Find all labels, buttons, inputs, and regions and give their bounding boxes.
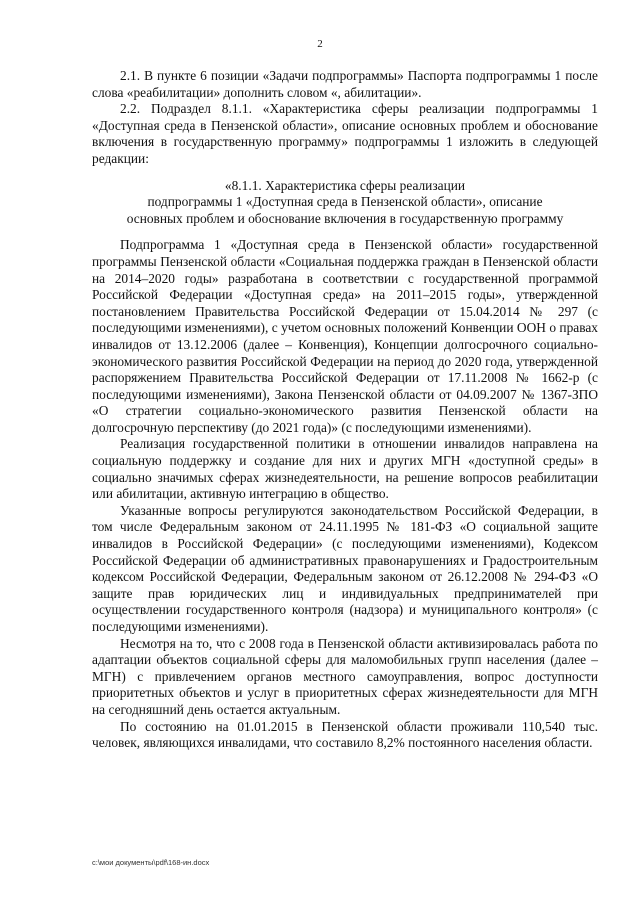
section-heading-line-1: «8.1.1. Характеристика сферы реализации xyxy=(224,177,466,193)
paragraph-accessibility-issue: Несмотря на то, что с 2008 года в Пензенской области активизировалась работа по адаптации объектов социальной сферы для маломобильных групп населения (далее – МГН) с привлечением органов местного самоуправления, вопрос доступности приоритетных объектов и услуг в приоритетных сферах жизнедеятельности для МГН на сегодняшний день остается актуальным. xyxy=(92,635,598,717)
paragraph-legislation: Указанные вопросы регулируются законодательством Российской Федерации, в том числе Федеральным законом от 24.11.1995 № 181-ФЗ «О социальной защите инвалидов в Российской Федерации» (с последующими изменениями), Кодексом Российской Федерации об административных правонарушениях и Градостроительным кодексом Российской Федерации, Федеральным законом от 26.12.2008 № 294-ФЗ «О защите прав юридических лиц и индивидуальных предпринимателей при осуществлении государственного контроля (надзора) и муниципального контроля» (с последующими изменениями). xyxy=(92,502,598,634)
paragraph-statistics: По состоянию на 01.01.2015 в Пензенской области проживали 110,540 тыс. человек, являющихся инвалидами, что составило 8,2% постоянного населения области. xyxy=(92,718,598,751)
section-heading-line-2: подпрограммы 1 «Доступная среда в Пензенской области», описание xyxy=(147,194,543,210)
page-number: 2 xyxy=(317,38,323,50)
paragraph-2-2: 2.2. Подраздел 8.1.1. «Характеристика сферы реализации подпрограммы 1 «Доступная среда в Пензенской области», описание основных проблем и обоснование включения в государственную программу» подпрограммы 1 изложить в следующей редакции: xyxy=(92,101,598,166)
paragraph-subprogram-basis: Подпрограмма 1 «Доступная среда в Пензенской области» государственной программы Пензенской области «Социальная поддержка граждан в Пензенской области на 2014–2020 годы» разработана в соответствии с государственной программой Российской Федерации «Доступная среда» на 2011–2015 годы», утвержденной постановлением Правительства Российской Федерации от 15.04.2014 № 297 (с последующими изменениями), с учетом основных положений Конвенции ООН о правах инвалидов от 13.12.2006 (далее – Конвенция), Концепции долгосрочного социально-экономического развития Российской Федерации на период до 2020 года, утвержденной распоряжением Правительства Российской Федерации от 17.11.2008 № 1662-р (с последующими изменениями), Закона Пензенской области от 04.09.2007 № 1367-ЗПО «О стратегии социально-экономического развития Пензенской области на долгосрочную перспективу (до 2021 года)» (с последующими изменениями). xyxy=(92,237,598,435)
section-heading-line-3: основных проблем и обоснование включения в государственную программу xyxy=(126,210,564,226)
document-body xyxy=(92,68,598,752)
footer-file-path: c:\мои документы\pdf\168-ин.docx xyxy=(92,858,210,867)
paragraph-policy-implementation: Реализация государственной политики в отношении инвалидов направлена на социальную поддержку и создание для них и других МГН «доступной среды» в социально значимых сферах жизнедеятельности, на решение вопросов реабилитации или абилитации, активную интеграцию в общество. xyxy=(92,436,598,502)
paragraph-2-1: 2.1. В пункте 6 позиции «Задачи подпрограммы» Паспорта подпрограммы 1 после слова «реабилитации» дополнить словом «, абилитации». xyxy=(92,68,598,100)
